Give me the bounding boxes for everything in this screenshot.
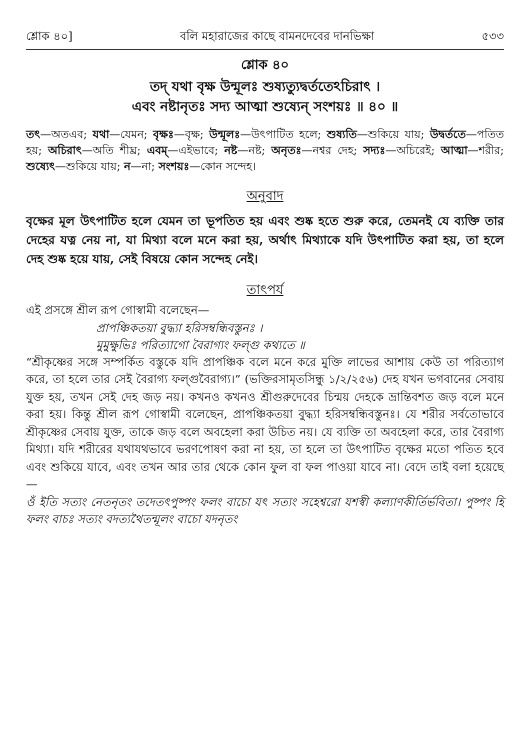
purport-paragraph-1: “শ্রীকৃষ্ণের সঙ্গে সম্পর্কিত বস্তুকে যদি প্রাপঞ্চিক বলে মনে করে মুক্তি লাভের আশায় কেউ তা পরিত্যাগ করে, তা হলে তার সেই বৈরাগ্য ফল্গুবৈরাগ্য।” (ভক্তিরসামৃতসিন্ধু ১/২/২৫৬) দেহ যখন ভগবানের সেবায় যুক্ত হয়, তখন সেই দেহ জড় নয়। কখনও কখনও শ্রীগুরুদেবের চিন্ময় দেহকে ভ্রান্তিবশত জড় বলে মনে করা হয়। কিন্তু শ্রীল রূপ গোস্বামী বলেছেন, প্রাপঞ্চিকতয়া বুদ্ধ্যা হরিসম্বন্ধিবস্তুনঃ। যে শরীর সর্বতোভাবে শ্রীকৃষ্ণের সেবায় যুক্ত, তাকে জড় বলে অবহেলা করা উচিত নয়। যে ব্যক্তি তা অবহেলা করে, তার বৈরাগ্য মিথ্যা। যদি শরীরের যথাযথভাবে ভরণপোষণ করা না হয়, তা হলে তা উৎপাটিত বৃক্ষের মতো পতিত হবে এবং শুকিয়ে যাবে, এবং তখন আর তার থেকে কোন ফুল বা ফল পাওয়া যাবে না। বেদে তাই বলা হয়েছে—: [26, 354, 504, 491]
purport-intro: এই প্রসঙ্গে শ্রীল রূপ গোস্বামী বলেছেন—: [26, 303, 210, 317]
synonym-meaning: —শুকিয়ে যায়;: [356, 128, 430, 141]
synonym-word: ন: [123, 160, 131, 173]
synonym-meaning: —উৎপাটিত হলে;: [240, 128, 327, 141]
synonym-meaning: —না;: [130, 160, 159, 173]
purport-heading: তাৎপর্য: [246, 283, 284, 298]
synonym-meaning: —নষ্ট;: [237, 144, 272, 157]
header-verse-ref: শ্লোক ৪০]: [26, 29, 73, 43]
quote-line-2: মুমুক্ষুভিঃ পরিত্যাগো বৈরাগ্যং ফল্গু কথ্যতে ॥: [96, 337, 305, 352]
synonym-word: উন্মূলঃ: [209, 128, 241, 141]
verse-line-1: তদ্ যথা বৃক্ষ উন্মূলঃ শুষ্যত্যুদ্বর্ততেঽচিরাৎ ।: [149, 79, 381, 95]
synonym-meaning: —যেমন;: [109, 128, 153, 141]
synonym-word: অচিরাৎ: [48, 144, 82, 157]
synonym-word: আত্মা: [440, 144, 468, 157]
synonym-word: এবম্: [146, 144, 168, 157]
translation-heading: অনুবাদ: [246, 189, 284, 204]
synonym-word: শুষ্যেৎ: [26, 160, 56, 173]
purport-paragraph-2: ওঁ ইতি সত্যং নেতনৃতং তদেতৎপুষ্পং ফলং বাচো যৎ সত্যং সহেশ্বরো যশস্বী কল্যাণকীর্তির্ভবিতা। পুষ্পং হি ফলং বাচঃ সত্যং বদত্যথৈতন্মূলং বাচো যদনৃতং: [26, 494, 504, 526]
synonym-word: সংশয়ঃ: [158, 160, 190, 173]
page-number: ৫৩৩: [481, 29, 504, 43]
synonym-meaning: —বৃক্ষ;: [173, 128, 210, 141]
synonym-word: শুষ্যতি: [326, 128, 357, 141]
verse-line-2: এবং নষ্টানৃতঃ সদ্য আত্মা শুষ্যেন্ সংশয়ঃ ॥ ৪০ ॥: [131, 99, 399, 115]
synonym-meaning: —এইভাবে;: [167, 144, 225, 157]
synonym-meaning: —নশ্বর দেহ;: [301, 144, 364, 157]
quote-line-1: প্রাপঞ্চিকতয়া বুদ্ধ্যা হরিসম্বন্ধিবস্তুনঃ ।: [96, 320, 263, 335]
synonym-meaning: —অতএব;: [40, 128, 93, 141]
synonym-meaning: —পতিত হয়;: [26, 128, 504, 157]
synonym-meaning: —অতি শীঘ্র;: [81, 144, 147, 157]
book-page: [26, 28, 504, 529]
synonym-word: উদ্বর্ততে: [429, 128, 466, 141]
header-chapter-title: বলি মহারাজের কাছে বামনদেবের দানভিক্ষা: [179, 29, 375, 43]
translation-text: বৃক্ষের মূল উৎপাটিত হলে যেমন তা ভূপতিত হয় এবং শুষ্ক হতে শুরু করে, তেমনই যে ব্যক্তি তার দেহের যত্ন নেয় না, যা মিথ্যা বলে মনে করা হয়, অর্থাৎ মিথ্যাকে যদি উৎপাটিত করা হয়, তা হলে দেহ শুষ্ক হয়ে যায়, সেই বিষয়ে কোন সন্দেহ নেই।: [26, 214, 504, 266]
synonym-word: নষ্ট: [224, 144, 238, 157]
word-for-word-synonyms: [26, 127, 504, 175]
synonym-word: তৎ: [26, 128, 41, 141]
synonym-meaning: —অচিরেই;: [385, 144, 441, 157]
synonym-meaning: —কোন সন্দেহ।: [189, 160, 256, 173]
synonym-word: বৃক্ষঃ: [152, 128, 174, 141]
synonym-word: যথা: [92, 128, 110, 141]
synonym-word: সদ্যঃ: [363, 144, 386, 157]
running-header: [26, 28, 504, 50]
synonym-meaning: —শরীর;: [467, 144, 504, 157]
synonym-meaning: —শুকিয়ে যায়;: [55, 160, 124, 173]
verse-label: শ্লোক ৪০: [240, 58, 290, 73]
synonym-word: অনৃতঃ: [271, 144, 302, 157]
